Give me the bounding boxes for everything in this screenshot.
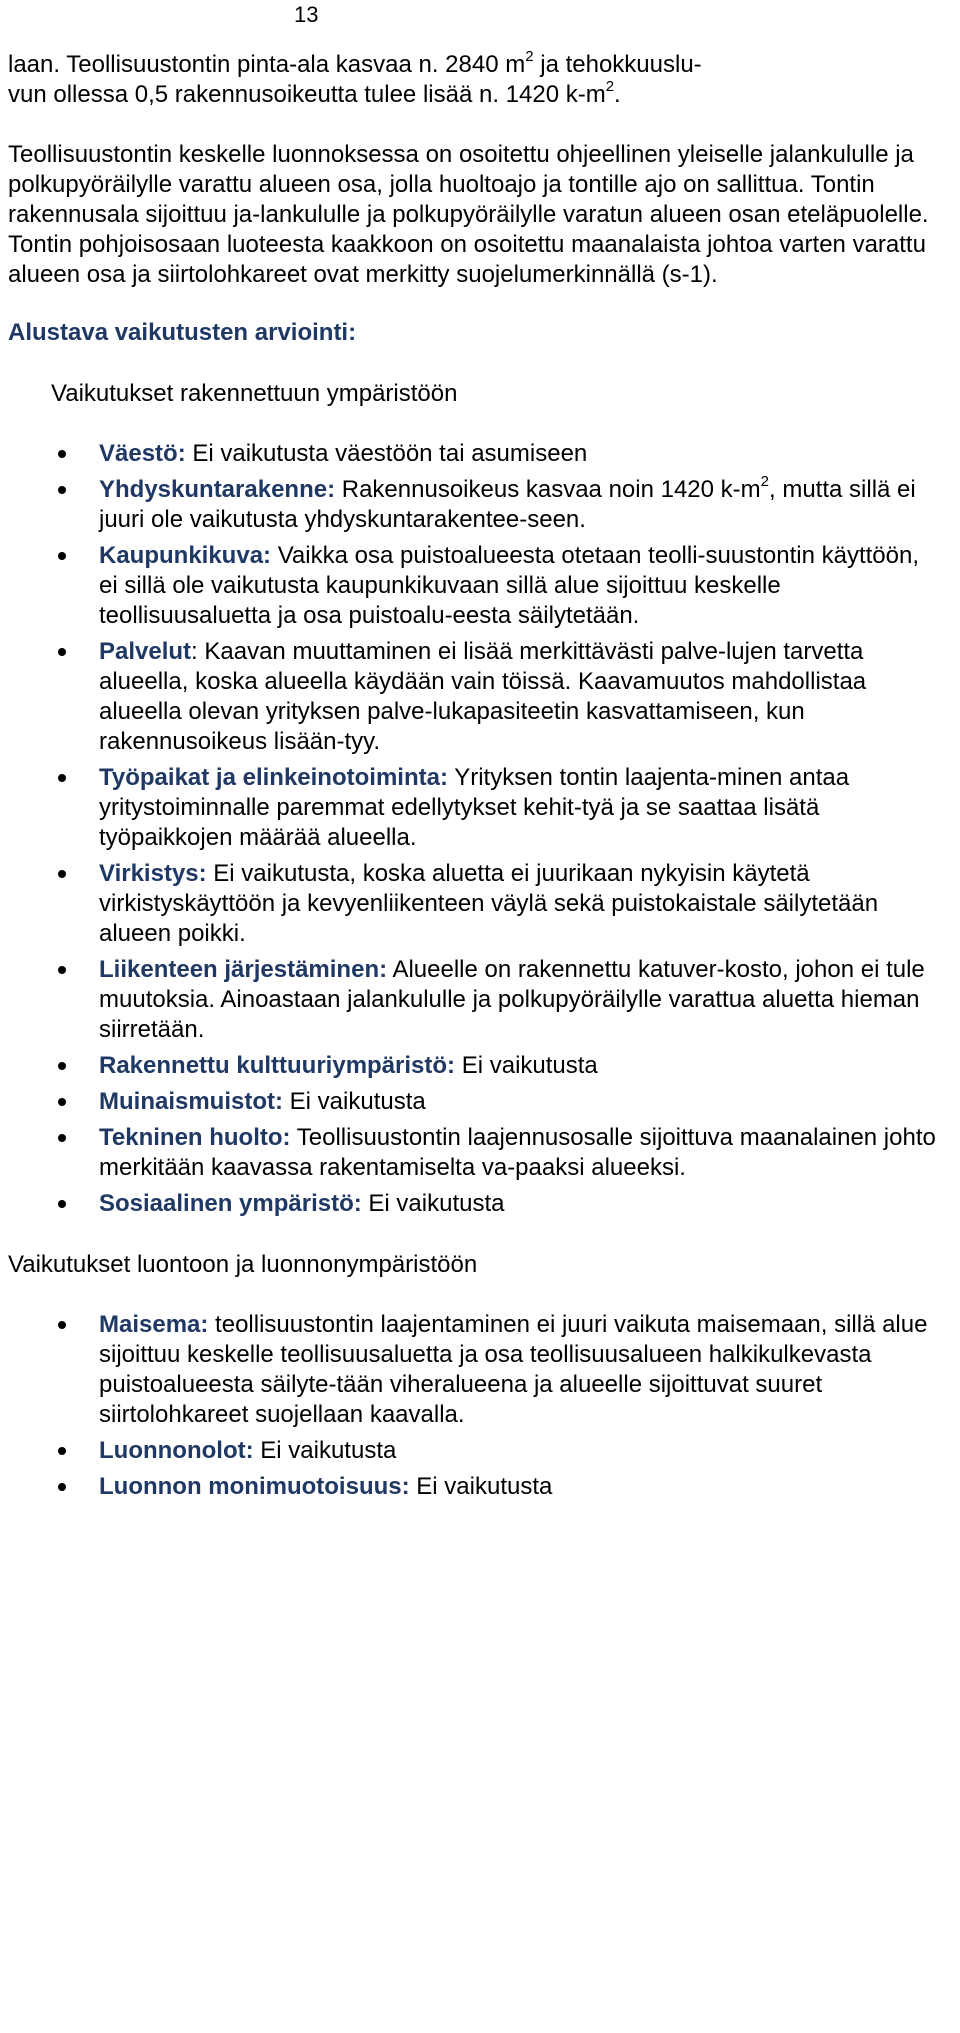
built-environment-list bbox=[8, 439, 943, 1219]
intro-text: . bbox=[614, 81, 621, 108]
item-label: Työpaikat ja elinkeinotoiminta: bbox=[99, 764, 448, 791]
list-item bbox=[99, 439, 943, 469]
item-text: Vaikka osa puistoalueesta otetaan teolli-suustontin käyttöön, ei sillä ole vaikutusta kaupunkikuvaan sillä alue sijoittuu keskelle teollisuusaluetta ja osa puistoalu-eesta säilytetään. bbox=[99, 542, 919, 629]
item-label: Rakennettu kulttuuriympäristö: bbox=[99, 1052, 456, 1079]
intro-text: ja tehokkuuslu- bbox=[533, 51, 702, 78]
intro-paragraph-1 bbox=[8, 50, 943, 110]
bullet-icon bbox=[58, 1483, 66, 1491]
superscript: 2 bbox=[760, 473, 769, 490]
bullet-icon bbox=[58, 1098, 66, 1106]
bullet-icon bbox=[58, 486, 66, 494]
list-item bbox=[99, 763, 943, 853]
item-label: Sosiaalinen ympäristö: bbox=[99, 1190, 362, 1217]
list-item bbox=[99, 1472, 943, 1502]
item-label: Luonnon monimuotoisuus: bbox=[99, 1473, 410, 1500]
intro-paragraph-2: Teollisuustontin keskelle luonnoksessa on osoitettu ohjeellinen yleiselle jalankululle ja polkupyöräilylle varattu alueen osa, jolla huoltoajo ja tontille ajo on sallittua. Tontin rakennusala sijoittuu ja-lankululle ja polkupyöräilylle varatun alueen osan eteläpuolelle. Tontin pohjoisosaan luoteesta kaakkoon on osoitettu maanalaista johtoa varten varattu alueen osa ja siirtolohkareet ovat merkitty suojelumerkinnällä (s-1). bbox=[8, 141, 929, 288]
item-text: teollisuustontin laajentaminen ei juuri vaikuta maisemaan, sillä alue sijoittuu keskelle teollisuusaluetta ja osa teollisuusalueen halkikulkevasta puistoalueesta säilyte-tään viheralueena ja alueelle sijoittuvat suuret siirtolohkareet suojellaan kaavalla. bbox=[99, 1311, 928, 1428]
list-item bbox=[99, 1189, 943, 1219]
list-item bbox=[99, 1051, 943, 1081]
section-heading: Alustava vaikutusten arviointi: bbox=[8, 319, 357, 346]
superscript: 2 bbox=[605, 78, 615, 95]
bullet-icon bbox=[58, 1134, 66, 1142]
item-text: Ei vaikutusta bbox=[253, 1437, 397, 1464]
bullet-icon bbox=[58, 870, 66, 878]
nature-environment-list bbox=[8, 1310, 943, 1502]
list-item bbox=[99, 859, 943, 949]
item-text: , mutta sillä ei juuri ole vaikutusta yhdyskuntarakentee-seen. bbox=[99, 476, 916, 533]
item-label: Tekninen huolto: bbox=[99, 1124, 291, 1151]
item-label: Virkistys: bbox=[99, 860, 207, 887]
list-item bbox=[99, 475, 943, 535]
list-item bbox=[99, 1123, 943, 1183]
item-text: Ei vaikutusta väestöön tai asumiseen bbox=[185, 440, 588, 467]
superscript: 2 bbox=[525, 48, 534, 65]
bullet-icon bbox=[58, 552, 66, 560]
item-label: Palvelut bbox=[99, 638, 192, 665]
item-text: Yrityksen tontin laajenta-minen antaa yritystoiminnalle paremmat edellytykset kehit-tyä ja se saattaa lisätä työpaikkojen määrää alueella. bbox=[99, 764, 850, 851]
item-text: Ei vaikutusta bbox=[283, 1088, 426, 1115]
list-item bbox=[99, 955, 943, 1045]
item-text: Alueelle on rakennettu katuver-kosto, johon ei tule muutoksia. Ainoastaan jalankululle ja polkupyöräilylle varattua aluetta hieman siirretään. bbox=[99, 956, 925, 1043]
item-label: Kaupunkikuva: bbox=[99, 542, 272, 569]
page-number: 13 bbox=[294, 2, 319, 27]
item-text: Ei vaikutusta bbox=[409, 1473, 553, 1500]
item-text: Ei vaikutusta bbox=[455, 1052, 598, 1079]
item-text: : Kaavan muuttaminen ei lisää merkittävästi palve-lujen tarvetta alueella, koska alueella käydään vain töissä. Kaavamuutos mahdollistaa alueella olevan yrityksen palve-lukapasiteetin kasvattamiseen, kun rakennusoikeus lisään-tyy. bbox=[99, 638, 867, 755]
item-text: Rakennusoikeus kasvaa noin 1420 k-m bbox=[335, 476, 761, 503]
intro-text: laan. Teollisuustontin pinta-ala kasvaa n. 2840 m bbox=[8, 51, 526, 78]
item-text: Ei vaikutusta, koska aluetta ei juurikaan nykyisin käytetä virkistyskäyttöön ja kevyenliikenteen väylä sekä puistokaistale säilytetään alueen poikki. bbox=[99, 860, 879, 947]
item-text: Teollisuustontin laajennusosalle sijoittuva maanalainen johto merkitään kaavassa rakentamiselta va-paaksi alueeksi. bbox=[99, 1124, 936, 1181]
bullet-icon bbox=[58, 450, 66, 458]
intro-text: vun ollessa 0,5 rakennusoikeutta tulee lisää n. 1420 k-m bbox=[8, 81, 606, 108]
bullet-icon bbox=[58, 966, 66, 974]
nature-environment-heading: Vaikutukset luontoon ja luonnonympäristöön bbox=[8, 1251, 478, 1278]
item-text: Ei vaikutusta bbox=[361, 1190, 505, 1217]
item-label: Luonnonolot: bbox=[99, 1437, 254, 1464]
list-item bbox=[99, 1310, 943, 1430]
item-label: Väestö: bbox=[99, 440, 186, 467]
bullet-icon bbox=[58, 1447, 66, 1455]
item-label: Liikenteen järjestäminen: bbox=[99, 956, 388, 983]
list-item bbox=[99, 1436, 943, 1466]
document-body bbox=[8, 50, 943, 1508]
item-label: Muinaismuistot: bbox=[99, 1088, 283, 1115]
bullet-icon bbox=[58, 648, 66, 656]
bullet-icon bbox=[58, 774, 66, 782]
list-item bbox=[99, 541, 943, 631]
bullet-icon bbox=[58, 1321, 66, 1329]
item-label: Maisema: bbox=[99, 1311, 209, 1338]
list-item bbox=[99, 637, 943, 757]
built-environment-heading: Vaikutukset rakennettuun ympäristöön bbox=[51, 380, 458, 407]
bullet-icon bbox=[58, 1200, 66, 1208]
bullet-icon bbox=[58, 1062, 66, 1070]
item-label: Yhdyskuntarakenne: bbox=[99, 476, 336, 503]
list-item bbox=[99, 1087, 943, 1117]
